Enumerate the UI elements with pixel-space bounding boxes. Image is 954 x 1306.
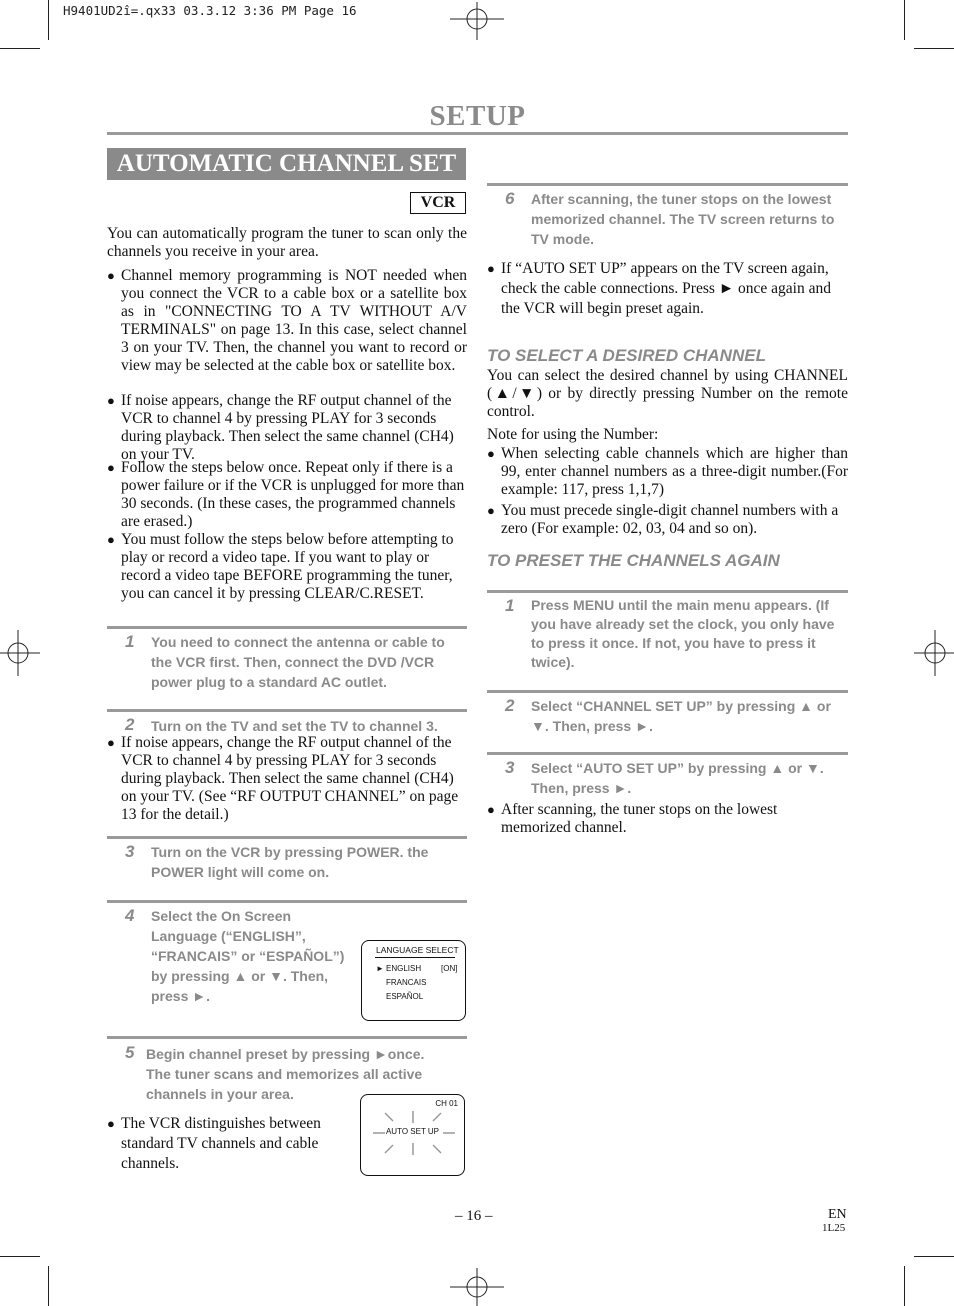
bullet-icon: ● xyxy=(107,460,115,475)
step-number: 6 xyxy=(505,189,515,208)
bullet-text: You must precede single-digit channel numbers with a zero (For example: 02, 03, 04 and so on). xyxy=(501,502,839,537)
language-option: FRANCAIS xyxy=(386,978,427,987)
step-number: 1 xyxy=(125,632,135,651)
step-rule xyxy=(107,836,467,839)
step-text: Begin channel preset by pressing ►once. The tuner scans and memorizes all active channels in your area. xyxy=(146,1046,425,1102)
list-item xyxy=(487,502,848,538)
step-number: 5 xyxy=(125,1043,135,1062)
screen-title: LANGUAGE SELECT xyxy=(376,945,459,955)
bullet-text: If noise appears, change the RF output channel of the VCR to channel 4 by pressing PLAY for 3 seconds during playback. Then select the same channel (CH4) on your TV. (See “RF OUTPUT CHANNEL” on page 13 for the detail.) xyxy=(121,734,459,823)
language-option: ENGLISH xyxy=(386,964,422,973)
list-item xyxy=(107,267,467,375)
step-text: You need to connect the antenna or cable to the VCR first. Then, connect the DVD /VCR power plug to a standard AC outlet. xyxy=(151,634,445,690)
bullet-text: After scanning, the tuner stops on the lowest memorized channel. xyxy=(501,801,778,836)
intro-text: You can automatically program the tuner to scan only the channels you receive in your area. xyxy=(107,225,467,260)
bullet-text: Follow the steps below once. Repeat only if there is a power failure or if the VCR is unplugged for more than 30 seconds. (In these cases, the programmed channels are erased.) xyxy=(121,459,465,530)
language-code: EN xyxy=(828,1207,847,1222)
step-number: 2 xyxy=(505,696,515,715)
step-number: 1 xyxy=(505,596,515,615)
step-number: 4 xyxy=(125,906,135,925)
channel-indicator: CH 01 xyxy=(435,1099,458,1108)
bullet-text: If noise appears, change the RF output channel of the VCR to channel 4 by pressing PLAY for 3 seconds during playback. Then select the same channel (CH4) on your TV. xyxy=(121,392,454,463)
preset-again-heading: TO PRESET THE CHANNELS AGAIN xyxy=(487,551,780,570)
page-title: SETUP xyxy=(429,100,526,132)
select-channel-heading: TO SELECT A DESIRED CHANNEL xyxy=(487,346,766,365)
bullet-icon: ● xyxy=(487,261,495,276)
bullet-text: If “AUTO SET UP” appears on the TV screen again, check the cable connections. Press ► once again and the VCR will begin preset again. xyxy=(501,260,831,317)
list-item xyxy=(487,259,848,319)
note-label: Note for using the Number: xyxy=(487,426,659,443)
bullet-icon: ● xyxy=(487,802,495,817)
select-channel-text: You can select the desired channel by using CHANNEL (▲/▼) or by directly pressing Number on the remote control. xyxy=(487,367,848,420)
step-text: Select “AUTO SET UP” by pressing ▲ or ▼. Then, press ►. xyxy=(531,760,824,796)
bullet-text: You must follow the steps below before attempting to play or record a video tape. If you want to play or record a video tape BEFORE programming the tuner, you can cancel it by pressing CLEAR/C.RESET. xyxy=(121,531,454,602)
bullet-icon: ● xyxy=(107,1116,115,1131)
vcr-badge: VCR xyxy=(410,192,466,214)
model-code: 1L25 xyxy=(822,1222,846,1234)
step-rule xyxy=(107,1036,467,1039)
title-rule xyxy=(107,132,848,135)
bullet-icon: ● xyxy=(107,393,115,408)
registration-target-top xyxy=(450,2,504,40)
step-rule xyxy=(107,626,467,629)
step-text: Press MENU until the main menu appears. (If you have already set the clock, you only have to press it once. If not, you have to press it twice). xyxy=(531,597,835,670)
bullet-text: Channel memory programming is NOT needed when you connect the VCR to a cable box or a satellite box as in "CONNECTING TO A TV WITHOUT A/V TERMINALS" on page 13. In this case, select channel 3 on your TV. Then, the channel you want to record or view may be selected at the cable box or satellite box. xyxy=(121,267,467,374)
page-number: – 16 – xyxy=(455,1208,493,1224)
step-rule xyxy=(107,709,467,712)
step-text: Select “CHANNEL SET UP” by pressing ▲ or ▼. Then, press ►. xyxy=(531,698,831,734)
registration-target-bottom xyxy=(450,1268,504,1306)
step-rule xyxy=(487,690,848,693)
step-rule xyxy=(487,183,848,186)
step-rule xyxy=(487,590,848,593)
cursor-icon: ► xyxy=(376,964,384,973)
bullet-text: The VCR distinguishes between standard TV channels and cable channels. xyxy=(121,1115,321,1172)
auto-setup-label: AUTO SET UP xyxy=(385,1127,440,1136)
registration-target-right xyxy=(914,630,954,676)
step-number: 3 xyxy=(505,758,515,777)
bullet-icon: ● xyxy=(487,446,495,461)
bullet-icon: ● xyxy=(107,268,115,283)
bullet-icon: ● xyxy=(107,735,115,750)
step-text: After scanning, the tuner stops on the lowest memorized channel. The TV screen returns to TV mode. xyxy=(531,191,835,247)
step-text: Turn on the VCR by pressing POWER. the POWER light will come on. xyxy=(151,844,429,880)
step-rule xyxy=(487,752,848,755)
step-rule xyxy=(107,900,467,903)
auto-setup-screen xyxy=(360,1094,465,1176)
list-item xyxy=(107,459,467,531)
step-text: Turn on the TV and set the TV to channel 3. xyxy=(151,718,438,734)
list-item xyxy=(107,734,467,824)
language-option: ESPAÑOL xyxy=(386,992,424,1001)
bullet-text: When selecting cable channels which are higher than 99, enter channel numbers as a three-digit number.(For example: 117, press 1,1,7) xyxy=(501,445,848,498)
list-item xyxy=(107,392,467,464)
step-text: Select the On Screen Language (“ENGLISH”, “FRANCAIS” or “ESPAÑOL”) by pressing ▲ or ▼. Then, press ►. xyxy=(151,908,345,1004)
list-item xyxy=(107,531,467,603)
bullet-icon: ● xyxy=(107,532,115,547)
list-item xyxy=(487,801,848,837)
bullet-icon: ● xyxy=(487,503,495,518)
registration-target-left xyxy=(0,630,40,676)
section-title: AUTOMATIC CHANNEL SET UP xyxy=(107,148,466,180)
step-number: 3 xyxy=(125,842,135,861)
language-select-screen xyxy=(361,940,466,1021)
list-item xyxy=(487,445,848,499)
file-header: H9401UD2î=.qx33 03.3.12 3:36 PM Page 16 xyxy=(63,3,357,18)
list-item xyxy=(107,1114,347,1174)
on-indicator: [ON] xyxy=(441,964,458,973)
step-number: 2 xyxy=(125,715,135,734)
